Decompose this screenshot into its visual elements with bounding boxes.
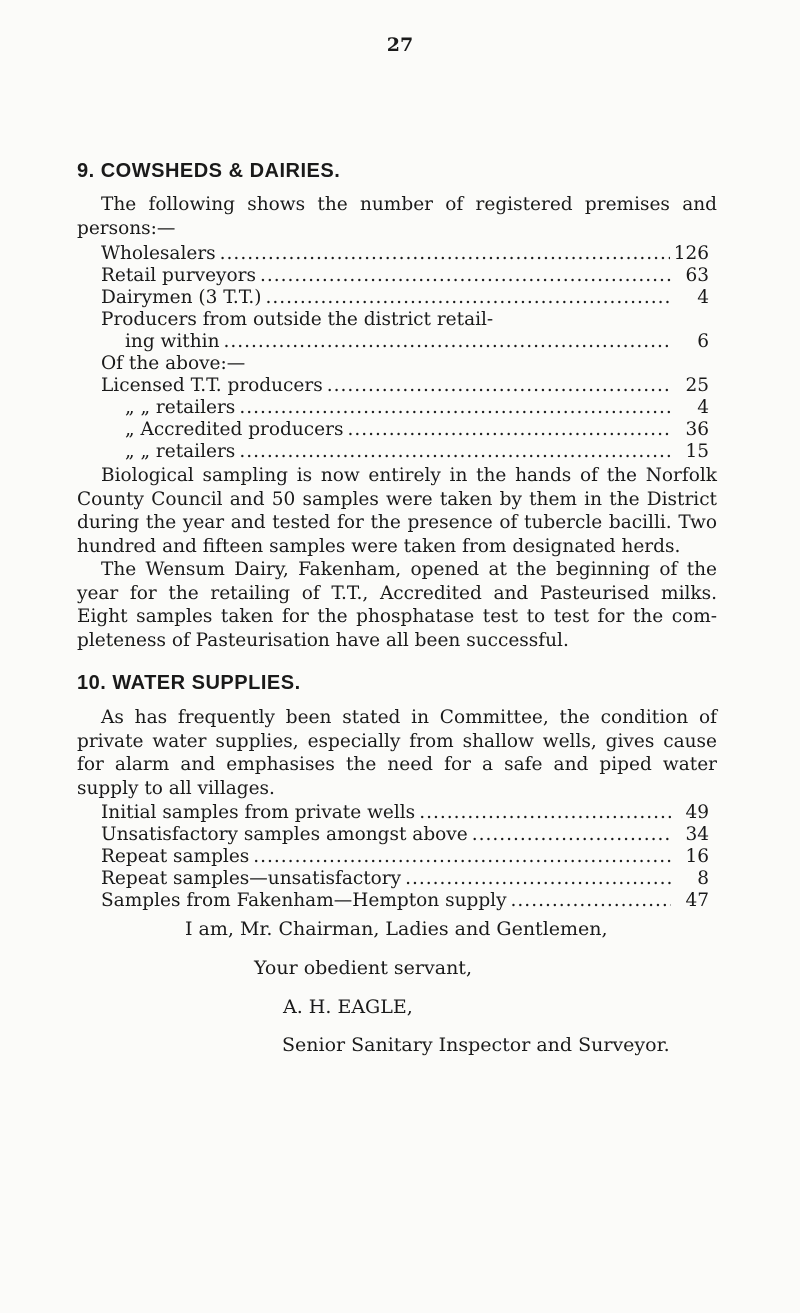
- list-item: Wholesalers ..... 126: [101, 243, 709, 265]
- list-item: „ Accredited producers ..... 36: [101, 419, 709, 441]
- list-item: ing within ..... 6: [101, 331, 709, 353]
- list-item: „ „ retailers ..... 15: [101, 441, 709, 463]
- closing-salutation: I am, Mr. Chairman, Ladies and Gentlemen,: [185, 918, 608, 940]
- section-10-paragraph: As has frequently been stated in Committee, the condition of private water supplies, especially from shallow wells, gives cause for alarm and emphasises the need for a safe and piped water supply to all villages.: [77, 707, 717, 799]
- closing-valediction: Your obedient servant,: [254, 957, 472, 979]
- signatory-name: A. H. EAGLE,: [283, 996, 413, 1018]
- list-item: Unsatisfactory samples amongst above ..... 34: [101, 824, 709, 846]
- list-item: Initial samples from private wells ..... 49: [101, 802, 709, 824]
- page-number: 27: [386, 34, 414, 56]
- list-item: Dairymen (3 T.T.) ..... 4: [101, 287, 709, 309]
- list-item: Repeat samples ..... 16: [101, 846, 709, 868]
- list-item: Samples from Fakenham—Hempton supply ..... 47: [101, 890, 709, 912]
- list-item: Retail purveyors ..... 63: [101, 265, 709, 287]
- list-item: Licensed T.T. producers ..... 25: [101, 375, 709, 397]
- section-10-heading: 10. WATER SUPPLIES.: [77, 672, 301, 694]
- water-samples-list: [101, 802, 709, 912]
- section-9-heading: 9. COWSHEDS & DAIRIES.: [77, 160, 341, 182]
- list-item: Repeat samples—unsatisfactory ..... 8: [101, 868, 709, 890]
- section-9-paragraph-2: The Wensum Dairy, Fakenham, opened at the beginning of the year for the retailing of T.T., Accredited and Pasteurised milks. Eight samples taken for the phosphatase test to test for the com-pleteness of Pasteurisation have all been successful.: [77, 559, 717, 651]
- premises-list: [101, 243, 709, 463]
- list-item: „ „ retailers ..... 4: [101, 397, 709, 419]
- list-item: Of the above:—: [101, 353, 246, 374]
- section-9-intro: The following shows the number of registered premises and persons:—: [77, 194, 717, 239]
- list-item: Producers from outside the district retail-: [101, 309, 494, 330]
- signatory-title: Senior Sanitary Inspector and Surveyor.: [282, 1034, 670, 1056]
- section-9-paragraph-1: Biological sampling is now entirely in the hands of the Norfolk County Council and 50 samples were taken by them in the District during the year and tested for the presence of tubercle bacilli. Two hundred and fifteen samples were taken from designated herds.: [77, 465, 717, 557]
